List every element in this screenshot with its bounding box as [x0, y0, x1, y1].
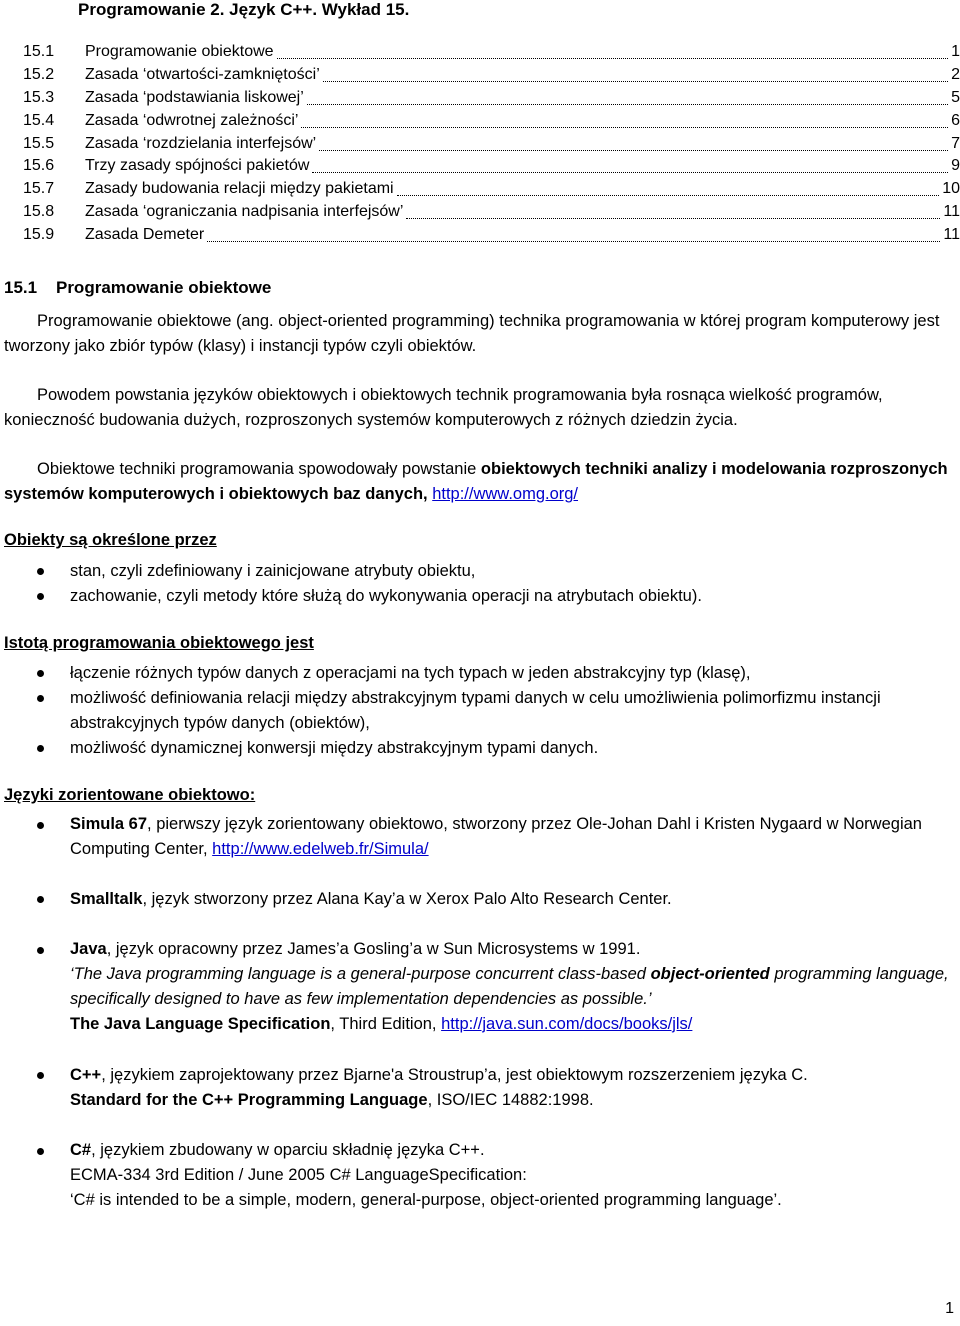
toc-label: Programowanie obiektowe — [85, 43, 274, 60]
objects-heading: Obiekty są określone przez — [4, 531, 217, 549]
paragraph-motivation: Powodem powstania języków obiektowych i obiektowych technik programowania była rosnąca wielkość programów, konieczność budowania dużych, rozproszonych systemów komputerowych z różnych dziedzin życia. — [4, 386, 883, 429]
language-smalltalk — [70, 887, 954, 912]
csharp-text: , językiem zbudowany w oparciu składnię języka C++. — [91, 1141, 485, 1159]
simula-text: , pierwszy język zorientowany obiektowo, stworzony przez Ole-Johan Dahl i Kristen Nygaard w Norwegian Computing Center, — [70, 815, 922, 858]
toc-number: 15.3 — [23, 88, 55, 106]
toc-number: 15.2 — [23, 65, 55, 83]
languages-heading: Języki zorientowane obiektowo: — [4, 786, 256, 804]
toc-leader-dots — [319, 133, 948, 151]
toc-page-number: 11 — [943, 226, 960, 244]
csharp-line3: ‘C# is intended to be a simple, modern, general-purpose, object-oriented programming language’. — [70, 1191, 782, 1209]
toc-page-number: 7 — [951, 134, 960, 152]
toc-leader-dots — [207, 224, 940, 242]
simula-link[interactable]: http://www.edelweb.fr/Simula/ — [212, 840, 429, 858]
cpp-name: C++ — [70, 1066, 102, 1084]
bullet-icon — [37, 695, 44, 702]
toc-number: 15.5 — [23, 134, 55, 152]
toc-entry[interactable] — [23, 110, 960, 133]
csharp-line2: ECMA-334 3rd Edition / June 2005 C# LanguageSpecification: — [70, 1166, 527, 1184]
java-quote-b: object-oriented — [650, 965, 770, 983]
cpp-std-text: , ISO/IEC 14882:1998. — [427, 1091, 594, 1109]
bullet-icon — [37, 1148, 44, 1155]
toc-entry[interactable] — [23, 133, 960, 156]
bullet-icon — [37, 568, 44, 575]
list-item: możliwość dynamicznej konwersji między abstrakcyjnym typami danych. — [70, 739, 599, 757]
language-simula — [70, 812, 954, 862]
toc-page-number: 5 — [951, 88, 960, 106]
toc-page-number: 10 — [942, 180, 960, 198]
toc-number: 15.8 — [23, 203, 55, 221]
java-quote-c: programming language, specifically designed to have as few implementation dependencies as possible.’ — [70, 965, 949, 1008]
bullet-icon — [37, 593, 44, 600]
toc-number: 15.7 — [23, 180, 55, 198]
java-quote — [70, 962, 954, 1012]
toc-entry[interactable] — [23, 178, 960, 201]
bullet-icon — [37, 745, 44, 752]
toc-entry[interactable] — [23, 41, 960, 64]
toc-leader-dots — [307, 87, 948, 105]
list-item: zachowanie, czyli metody które służą do wykonywania operacji na atrybutach obiektu). — [70, 587, 702, 605]
bullet-icon — [37, 896, 44, 903]
toc-entry[interactable] — [23, 201, 960, 224]
list-item: stan, czyli zdefiniowany i zainicjowane atrybuty obiektu, — [70, 562, 476, 580]
toc-number: 15.6 — [23, 157, 55, 175]
list-item: możliwość definiowania relacji między abstrakcyjnym typami danych w celu umożliwienia polimorfizmu instancji abstrakcyjnych typów danych (obiektów), — [70, 689, 881, 732]
table-of-contents — [23, 41, 960, 247]
java-quote-a: ‘The Java programming language is a general-purpose concurrent class-based — [70, 965, 651, 983]
toc-leader-dots — [312, 155, 948, 173]
list-item: łączenie różnych typów danych z operacjami na tych typach w jeden abstrakcyjny typ (klasę), — [70, 664, 751, 682]
toc-entry[interactable] — [23, 87, 960, 110]
java-text: , język opracowny przez James’a Gosling’a w Sun Microsystems w 1991. — [106, 940, 641, 958]
toc-label: Zasada ‘odwrotnej zależności’ — [85, 111, 299, 129]
toc-page-number: 2 — [951, 65, 960, 83]
toc-label: Trzy zasady spójności pakietów — [85, 157, 310, 175]
bullet-icon — [37, 670, 44, 677]
csharp-name: C# — [70, 1141, 92, 1159]
toc-entry[interactable] — [23, 155, 960, 178]
java-spec-link[interactable]: http://java.sun.com/docs/books/jls/ — [441, 1015, 693, 1033]
toc-page-number: 6 — [951, 111, 960, 129]
toc-page-number: 9 — [951, 157, 960, 175]
java-name: Java — [70, 940, 107, 958]
toc-number: 15.9 — [23, 226, 55, 244]
document-title: Programowanie 2. Język C++. Wykład 15. — [78, 0, 410, 19]
essence-heading: Istotą programowania obiektowego jest — [4, 634, 314, 652]
smalltalk-name: Smalltalk — [70, 890, 143, 908]
smalltalk-text: , język stworzony przez Alana Kay’a w Xerox Palo Alto Research Center. — [142, 890, 672, 908]
toc-label: Zasada ‘otwartości-zamkniętości’ — [85, 65, 320, 83]
java-spec-text: , Third Edition, — [330, 1015, 442, 1033]
toc-leader-dots — [301, 110, 948, 128]
toc-label: Zasady budowania relacji między pakietami — [85, 180, 394, 198]
cpp-text: , językiem zaprojektowany przez Bjarne'a Stroustrup’a, jest obiektowym rozszerzeniem języka C. — [101, 1066, 808, 1084]
toc-leader-dots — [397, 178, 939, 196]
omg-link[interactable]: http://www.omg.org/ — [432, 485, 579, 503]
toc-page-number: 11 — [943, 203, 960, 221]
simula-name: Simula 67 — [70, 815, 148, 833]
paragraph-definition: Programowanie obiektowe (ang. object-oriented programming) technika programowania w której program komputerowy jest tworzony jako zbiór typów (klasy) i instancji typów czyli obiektów. — [4, 312, 940, 355]
toc-page-number: 1 — [951, 43, 960, 60]
toc-number: 15.1 — [23, 43, 55, 60]
language-cpp — [70, 1063, 954, 1113]
page-number: 1 — [945, 1300, 954, 1317]
language-java — [70, 937, 954, 1037]
language-csharp — [70, 1138, 954, 1213]
toc-leader-dots — [323, 64, 948, 82]
paragraph-techniques — [4, 457, 956, 507]
techniques-bold: obiektowych techniki analizy i modelowania rozproszonych systemów komputerowych i obiektowych baz danych, — [4, 460, 948, 503]
toc-label: Zasada ‘podstawiania liskowej’ — [85, 88, 304, 106]
toc-entry[interactable] — [23, 64, 960, 87]
toc-leader-dots — [406, 201, 940, 219]
bullet-icon — [37, 1072, 44, 1079]
bullet-icon — [37, 822, 44, 829]
techniques-text: Obiektowe techniki programowania spowodowały powstanie — [37, 460, 481, 478]
toc-label: Zasada ‘ograniczania nadpisania interfejsów’ — [85, 203, 404, 221]
bullet-icon — [37, 947, 44, 954]
toc-number: 15.4 — [23, 111, 55, 129]
toc-leader-dots — [277, 41, 948, 59]
toc-label: Zasada ‘rozdzielania interfejsów’ — [85, 134, 317, 152]
cpp-std-name: Standard for the C++ Programming Language — [70, 1091, 428, 1109]
toc-entry[interactable] — [23, 224, 960, 247]
section-heading: 15.1 Programowanie obiektowe — [4, 278, 272, 297]
java-spec-name: The Java Language Specification — [70, 1015, 331, 1033]
toc-label: Zasada Demeter — [85, 226, 205, 244]
